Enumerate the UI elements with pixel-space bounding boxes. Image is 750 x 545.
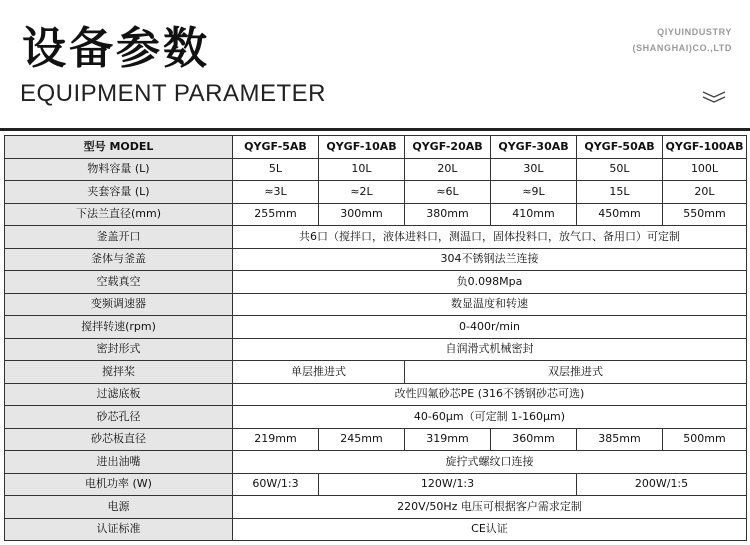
company-line-1: QIYUINDUSTRY	[657, 27, 732, 37]
table-row-pore	[5, 406, 747, 429]
model-cell: QYGF-10AB	[319, 136, 405, 159]
table-cell: 220V/50Hz 电压可根据客户需求定制	[233, 496, 747, 519]
row-label: 认证标准	[5, 518, 233, 541]
model-cell: QYGF-100AB	[663, 136, 747, 159]
table-cell: 20L	[663, 181, 747, 204]
table-cell: 改性四氟砂芯PE (316不锈钢砂芯可选)	[233, 383, 747, 406]
model-cell: QYGF-50AB	[577, 136, 663, 159]
table-cell: ≈3L	[233, 181, 319, 204]
table-cell: 100L	[663, 158, 747, 181]
double-chevron-down-icon	[702, 90, 726, 104]
table-cell: 0-400r/min	[233, 316, 747, 339]
table-cell: 数显温度和转速	[233, 293, 747, 316]
table-cell: 380mm	[405, 203, 491, 226]
table-row-paddle	[5, 361, 747, 384]
table-cell: 40-60μm（可定制 1-160μm)	[233, 406, 747, 429]
table-row-lid-ports	[5, 226, 747, 249]
table-cell: 60W/1:3	[233, 473, 319, 496]
row-label: 空载真空	[5, 271, 233, 294]
row-label: 密封形式	[5, 338, 233, 361]
row-label: 下法兰直径(mm)	[5, 203, 233, 226]
row-label: 夹套容量 (L)	[5, 181, 233, 204]
table-row-certification	[5, 518, 747, 541]
table-row-power	[5, 496, 747, 519]
table-cell: 旋拧式螺纹口连接	[233, 451, 747, 474]
table-cell: ≈6L	[405, 181, 491, 204]
table-cell: 300mm	[319, 203, 405, 226]
table-row-nozzle	[5, 451, 747, 474]
table-cell: 单层推进式	[233, 361, 405, 384]
row-label: 物料容量 (L)	[5, 158, 233, 181]
table-cell: 120W/1:3	[319, 473, 577, 496]
table-cell: ≈9L	[491, 181, 577, 204]
table-cell: 30L	[491, 158, 577, 181]
table-cell: 500mm	[663, 428, 747, 451]
table-cell: 450mm	[577, 203, 663, 226]
page-header	[0, 0, 750, 132]
table-row-model	[5, 136, 747, 159]
row-label: 砂芯孔径	[5, 406, 233, 429]
model-cell: QYGF-30AB	[491, 136, 577, 159]
table-cell: 200W/1:5	[577, 473, 747, 496]
table-row-filter-plate	[5, 383, 747, 406]
table-cell: 5L	[233, 158, 319, 181]
row-label: 电机功率 (W)	[5, 473, 233, 496]
table-cell: 219mm	[233, 428, 319, 451]
row-label: 搅拌转速(rpm)	[5, 316, 233, 339]
table-cell: ≈2L	[319, 181, 405, 204]
table-cell: 共6口（搅拌口，液体进料口，测温口，固体投料口，放气口、备用口）可定制	[233, 226, 747, 249]
page-subtitle: EQUIPMENT PARAMETER	[20, 80, 326, 107]
table-cell: 双层推进式	[405, 361, 747, 384]
row-label: 过滤底板	[5, 383, 233, 406]
table-row-capacity	[5, 158, 747, 181]
table-row-body-lid	[5, 248, 747, 271]
table-cell: 410mm	[491, 203, 577, 226]
table-row-vacuum	[5, 271, 747, 294]
table-cell: 50L	[577, 158, 663, 181]
table-cell: 自润滑式机械密封	[233, 338, 747, 361]
table-cell: 15L	[577, 181, 663, 204]
table-cell: 10L	[319, 158, 405, 181]
header-divider	[0, 128, 750, 131]
table-cell: CE认证	[233, 518, 747, 541]
table-cell: 负0.098Mpa	[233, 271, 747, 294]
table-cell: 550mm	[663, 203, 747, 226]
model-cell: QYGF-5AB	[233, 136, 319, 159]
table-cell: 20L	[405, 158, 491, 181]
table-cell: 255mm	[233, 203, 319, 226]
model-cell: QYGF-20AB	[405, 136, 491, 159]
equipment-parameter-table	[4, 135, 747, 541]
row-label: 型号 MODEL	[5, 136, 233, 159]
table-cell: 304不锈钢法兰连接	[233, 248, 747, 271]
row-label: 变频调速器	[5, 293, 233, 316]
row-label: 砂芯板直径	[5, 428, 233, 451]
table-cell: 319mm	[405, 428, 491, 451]
table-row-core-diameter	[5, 428, 747, 451]
company-line-2: (SHANGHAI)CO.,LTD	[632, 43, 732, 53]
company-name	[572, 24, 732, 56]
table-row-jacket	[5, 181, 747, 204]
row-label: 搅拌桨	[5, 361, 233, 384]
table-cell: 385mm	[577, 428, 663, 451]
row-label: 釜盖开口	[5, 226, 233, 249]
row-label: 釜体与釜盖	[5, 248, 233, 271]
table-cell: 360mm	[491, 428, 577, 451]
row-label: 进出油嘴	[5, 451, 233, 474]
row-label: 电源	[5, 496, 233, 519]
table-row-vfd	[5, 293, 747, 316]
table-row-seal	[5, 338, 747, 361]
table-row-speed	[5, 316, 747, 339]
table-row-flange	[5, 203, 747, 226]
table-row-motor	[5, 473, 747, 496]
table-cell: 245mm	[319, 428, 405, 451]
page-title: 设备参数	[22, 23, 210, 74]
